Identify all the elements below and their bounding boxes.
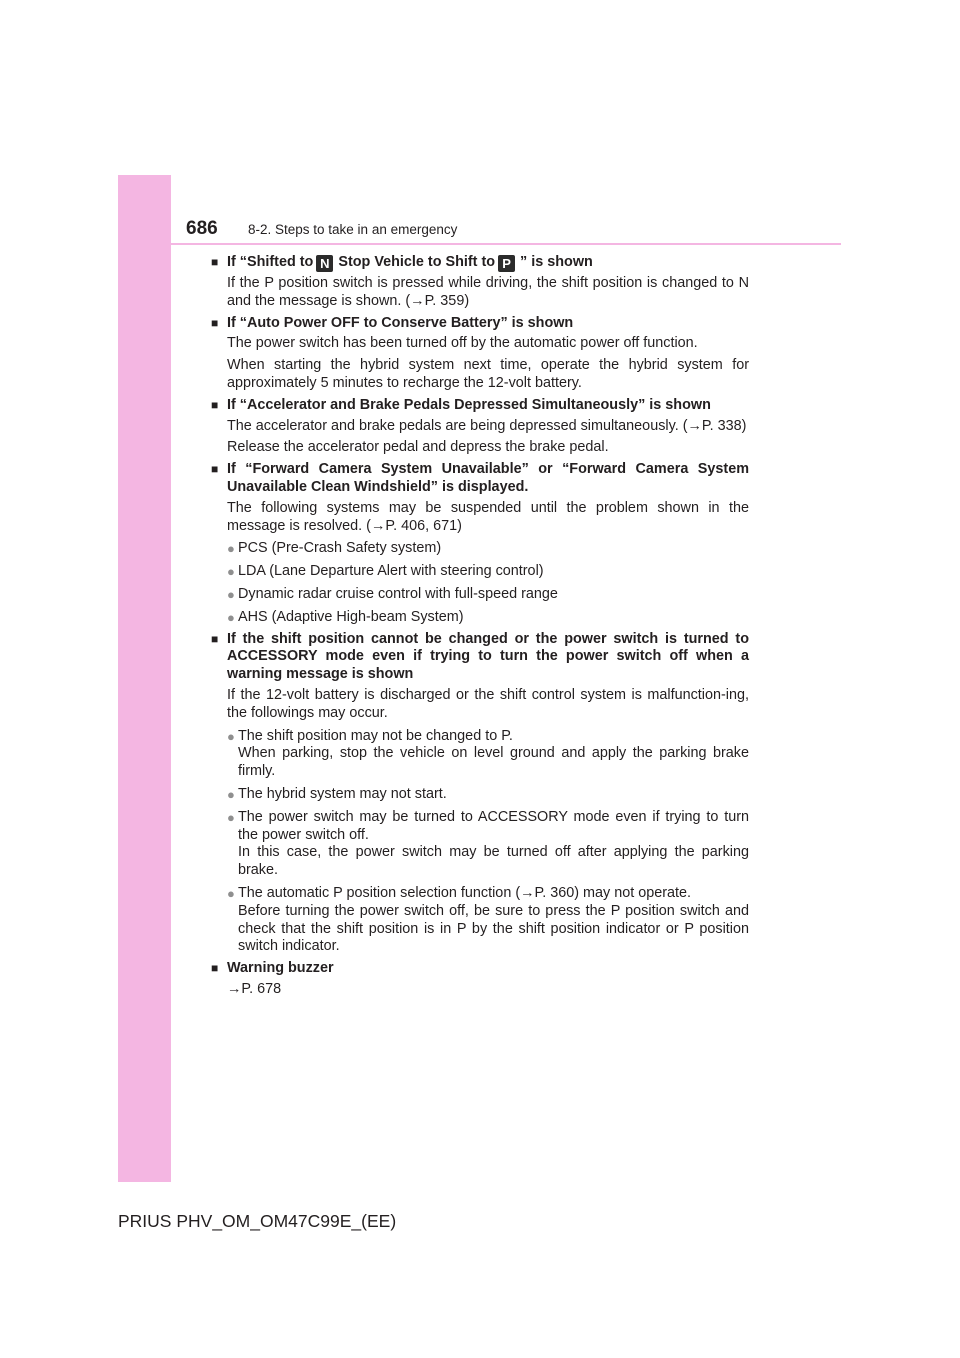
section-title: 8-2. Steps to take in an emergency	[248, 222, 458, 237]
shift-p-icon: P	[498, 255, 515, 272]
list-item: ● Dynamic radar cruise control with full-speed range	[227, 585, 558, 602]
bullet-dot-icon: ●	[227, 809, 235, 825]
paragraph: The following systems may be suspended until the problem shown in the message is resolved. (→P. 406, 671)	[227, 499, 749, 534]
side-color-band	[118, 175, 171, 1182]
black-square-icon: ■	[211, 631, 219, 646]
black-square-icon: ■	[211, 315, 219, 330]
list-item: ● The automatic P position selection function (→P. 360) may not operate. Before turning the power switch off, be sure to press the P position switch and check that the shift position is in P by the shift position indicator or P position switch indicator.	[227, 884, 749, 955]
paragraph: Release the accelerator pedal and depress the brake pedal.	[227, 439, 609, 456]
bullet-dot-icon: ●	[227, 728, 235, 744]
list-item: ● LDA (Lane Departure Alert with steering control)	[227, 563, 544, 580]
bullet-dot-icon: ●	[227, 564, 235, 580]
heading-shifted-to-n: ■ If “Shifted to N Stop Vehicle to Shift to P ” is shown	[211, 254, 593, 271]
black-square-icon: ■	[211, 397, 219, 412]
page-content	[211, 254, 749, 999]
black-square-icon: ■	[211, 255, 219, 269]
heading-warning-buzzer: ■ Warning buzzer	[211, 960, 334, 977]
list-item: ● The power switch may be turned to ACCESSORY mode even if trying to turn the power switch off. In this case, the power switch may be turned off after applying the parking brake.	[227, 808, 749, 879]
black-square-icon: ■	[211, 961, 219, 976]
black-square-icon: ■	[211, 462, 219, 477]
list-item: ● PCS (Pre-Crash Safety system)	[227, 540, 442, 557]
paragraph: When starting the hybrid system next time, operate the hybrid system for approximately 5 minutes to recharge the 12-volt battery.	[227, 357, 749, 391]
bullet-dot-icon: ●	[227, 786, 235, 802]
page-reference: →P. 678	[227, 980, 282, 997]
list-item: ● The hybrid system may not start.	[227, 785, 447, 802]
bullet-dot-icon: ●	[227, 885, 235, 901]
list-item: ● The shift position may not be changed to P. When parking, stop the vehicle on level ground and apply the parking brake firmly.	[227, 727, 749, 780]
paragraph: The accelerator and brake pedals are being depressed simultaneously. (→P. 338)	[227, 417, 747, 434]
header-rule	[171, 243, 841, 245]
bullet-dot-icon: ●	[227, 586, 235, 602]
heading-shift-position-cannot-change: ■ If the shift position cannot be changed or the power switch is turned to ACCESSORY mode even if trying to turn the power switch off when a warning message is shown	[211, 630, 749, 683]
paragraph: If the 12-volt battery is discharged or the shift control system is malfunction-ing, the followings may occur.	[227, 686, 749, 721]
list-item: ● AHS (Adaptive High-beam System)	[227, 608, 464, 625]
page-number: 686	[186, 218, 218, 239]
paragraph: If the P position switch is pressed while driving, the shift position is changed to N and the message is shown. (→P. 359)	[227, 275, 749, 309]
heading-auto-power-off: ■ If “Auto Power OFF to Conserve Battery” is shown	[211, 314, 574, 331]
heading-forward-camera: ■ If “Forward Camera System Unavailable” or “Forward Camera System Unavailable Clean Windshield” is displayed.	[211, 461, 749, 495]
footer-doc-code: PRIUS PHV_OM_OM47C99E_(EE)	[118, 1211, 397, 1231]
paragraph: The power switch has been turned off by the automatic power off function.	[227, 335, 698, 352]
bullet-dot-icon: ●	[227, 541, 235, 557]
heading-pedals-depressed: ■ If “Accelerator and Brake Pedals Depressed Simultaneously” is shown	[211, 396, 711, 413]
shift-n-icon: N	[316, 255, 333, 272]
bullet-dot-icon: ●	[227, 609, 235, 625]
